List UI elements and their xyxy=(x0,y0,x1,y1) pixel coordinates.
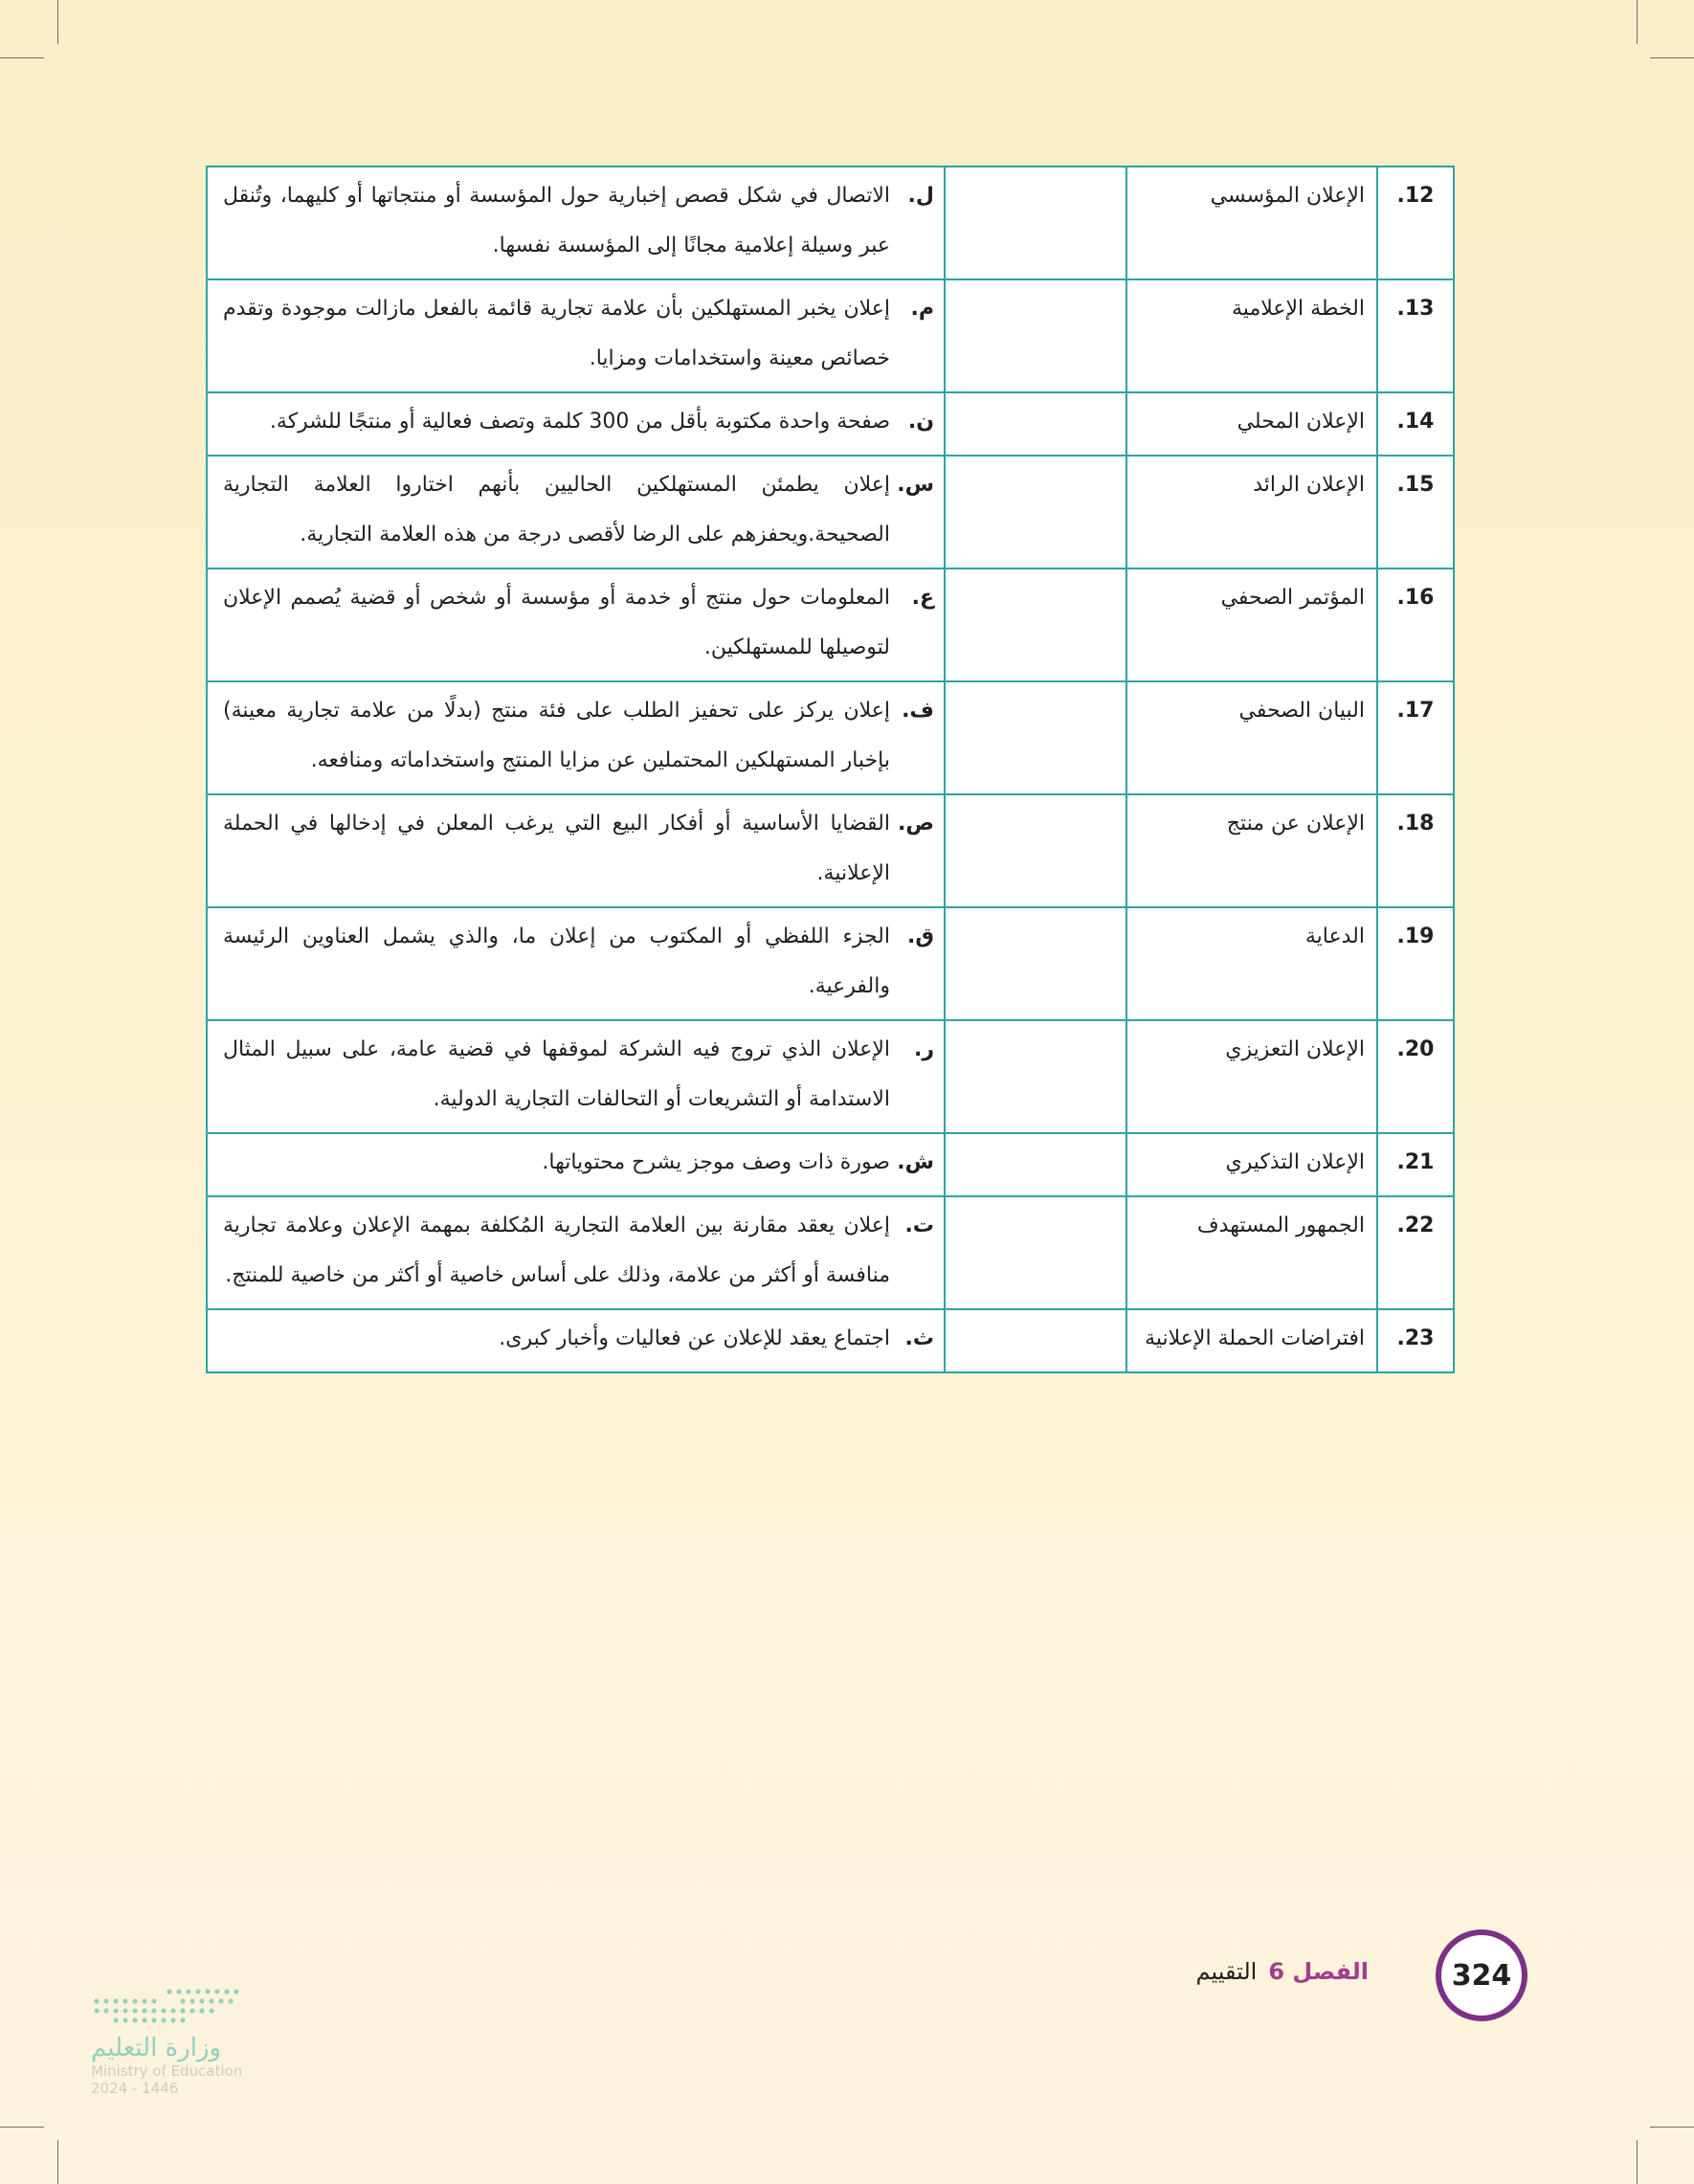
term-cell: الدعاية xyxy=(1126,907,1377,1020)
table-row xyxy=(207,1020,1454,1133)
definition-cell xyxy=(207,279,945,392)
crop-mark xyxy=(0,2127,44,2128)
definition-text: إعلان يطمئن المستهلكين الحاليين بأنهم اختاروا العلامة التجارية الصحيحة.ويحفزهم على الرضا لأقصى درجة من هذه العلامة التجارية. xyxy=(223,473,890,546)
answer-blank-cell[interactable] xyxy=(945,1309,1126,1372)
definition-text: صفحة واحدة مكتوبة بأقل من 300 كلمة وتصف فعالية أو منتجًا للشركة. xyxy=(269,410,890,434)
row-number: 19. xyxy=(1377,907,1454,1020)
answer-blank-cell[interactable] xyxy=(945,681,1126,794)
table-row xyxy=(207,1133,1454,1196)
definition-cell xyxy=(207,568,945,681)
answer-blank-cell[interactable] xyxy=(945,1133,1126,1196)
definition-text: القضايا الأساسية أو أفكار البيع التي يرغب المعلن في إدخالها في الحملة الإعلانية. xyxy=(223,812,890,885)
table-row xyxy=(207,1309,1454,1372)
page-number: 324 xyxy=(1451,1958,1512,1993)
term-cell: الإعلان المؤسسي xyxy=(1126,167,1377,279)
matching-table-container xyxy=(206,166,1455,1373)
table-row xyxy=(207,279,1454,392)
definition-text: صورة ذات وصف موجز يشرح محتوياتها. xyxy=(542,1150,890,1174)
term-cell: افتراضات الحملة الإعلانية xyxy=(1126,1309,1377,1372)
definition-letter: ش. xyxy=(897,1150,934,1174)
row-number: 17. xyxy=(1377,681,1454,794)
chapter-label: الفصل 6 xyxy=(1268,1958,1369,1985)
term-cell: الخطة الإعلامية xyxy=(1126,279,1377,392)
row-number: 14. xyxy=(1377,392,1454,456)
answer-blank-cell[interactable] xyxy=(945,167,1126,279)
definition-cell xyxy=(207,392,945,456)
row-number: 13. xyxy=(1377,279,1454,392)
table-row xyxy=(207,568,1454,681)
definition-cell xyxy=(207,907,945,1020)
definition-cell xyxy=(207,681,945,794)
definition-letter: ن. xyxy=(907,410,934,434)
definition-text: المعلومات حول منتج أو خدمة أو مؤسسة أو شخص أو قضية يُصمم الإعلان لتوصيلها للمستهلكين. xyxy=(223,586,890,659)
definition-text: الإعلان الذي تروج فيه الشركة لموقفها في قضية عامة، على سبيل المثال الاستدامة أو التشريعات أو التحالفات التجارية الدولية. xyxy=(223,1037,890,1111)
definition-text: إعلان يعقد مقارنة بين العلامة التجارية المُكلفة بمهمة الإعلان وعلامة تجارية منافسة أو أكثر من علامة، وذلك على أساس خاصية أو أكثر من خاصية للمنتج. xyxy=(223,1214,890,1287)
definition-letter: ل. xyxy=(907,184,934,208)
ministry-dots-icon xyxy=(91,1986,244,2030)
crop-mark xyxy=(1650,2127,1694,2128)
page-number-badge xyxy=(1436,1929,1527,2021)
row-number: 16. xyxy=(1377,568,1454,681)
definition-letter: م. xyxy=(910,297,934,321)
answer-blank-cell[interactable] xyxy=(945,794,1126,907)
definition-cell xyxy=(207,456,945,568)
term-cell: المؤتمر الصحفي xyxy=(1126,568,1377,681)
ministry-year: 2024 - 1446 xyxy=(91,2080,179,2097)
definition-letter: س. xyxy=(897,473,934,497)
answer-blank-cell[interactable] xyxy=(945,1196,1126,1309)
row-number: 23. xyxy=(1377,1309,1454,1372)
definition-cell xyxy=(207,167,945,279)
crop-mark xyxy=(1637,0,1638,44)
table-row xyxy=(207,907,1454,1020)
ministry-name-en: Ministry of Education xyxy=(91,2062,243,2080)
row-number: 12. xyxy=(1377,167,1454,279)
definition-text: الجزء اللفظي أو المكتوب من إعلان ما، والذي يشمل العناوين الرئيسة والفرعية. xyxy=(223,925,890,998)
table-row xyxy=(207,392,1454,456)
term-cell: الإعلان الرائد xyxy=(1126,456,1377,568)
matching-table xyxy=(206,166,1455,1373)
term-cell: الإعلان التعزيزي xyxy=(1126,1020,1377,1133)
definition-text: اجتماع يعقد للإعلان عن فعاليات وأخبار كبرى. xyxy=(499,1326,890,1350)
table-row xyxy=(207,794,1454,907)
definition-text: إعلان يخبر المستهلكين بأن علامة تجارية قائمة بالفعل مازالت موجودة وتقدم خصائص معينة واستخدامات ومزايا. xyxy=(223,297,890,370)
answer-blank-cell[interactable] xyxy=(945,907,1126,1020)
term-cell: الجمهور المستهدف xyxy=(1126,1196,1377,1309)
answer-blank-cell[interactable] xyxy=(945,568,1126,681)
table-row xyxy=(207,456,1454,568)
row-number: 22. xyxy=(1377,1196,1454,1309)
definition-cell xyxy=(207,1309,945,1372)
definition-cell xyxy=(207,794,945,907)
answer-blank-cell[interactable] xyxy=(945,279,1126,392)
footer-chapter-info xyxy=(919,1958,1369,1985)
definition-cell xyxy=(207,1196,945,1309)
ministry-logo xyxy=(91,1986,321,2097)
definition-letter: ت. xyxy=(904,1214,934,1237)
crop-mark xyxy=(1650,57,1694,58)
definition-letter: ق. xyxy=(906,925,934,948)
definition-text: إعلان يركز على تحفيز الطلب على فئة منتج (بدلًا من علامة تجارية معينة) بإخبار المستهلكين المحتملين عن مزايا المنتج واستخداماته ومنافعه. xyxy=(223,699,890,772)
term-cell: الإعلان التذكيري xyxy=(1126,1133,1377,1196)
crop-mark xyxy=(1637,2140,1638,2184)
definition-letter: ف. xyxy=(902,699,934,723)
answer-blank-cell[interactable] xyxy=(945,392,1126,456)
crop-mark xyxy=(0,57,44,58)
definition-letter: ر. xyxy=(913,1037,934,1061)
term-cell: البيان الصحفي xyxy=(1126,681,1377,794)
table-row xyxy=(207,167,1454,279)
row-number: 21. xyxy=(1377,1133,1454,1196)
definition-text: الاتصال في شكل قصص إخبارية حول المؤسسة أو منتجاتها أو كليهما، وتُنقل عبر وسيلة إعلامية مجانًا إلى المؤسسة نفسها. xyxy=(223,184,890,257)
table-row xyxy=(207,1196,1454,1309)
definition-cell xyxy=(207,1020,945,1133)
definition-cell xyxy=(207,1133,945,1196)
answer-blank-cell[interactable] xyxy=(945,456,1126,568)
row-number: 20. xyxy=(1377,1020,1454,1133)
row-number: 15. xyxy=(1377,456,1454,568)
term-cell: الإعلان المحلي xyxy=(1126,392,1377,456)
table-row xyxy=(207,681,1454,794)
definition-letter: ع. xyxy=(911,586,934,610)
crop-mark xyxy=(57,2140,58,2184)
crop-mark xyxy=(57,0,58,44)
term-cell: الإعلان عن منتج xyxy=(1126,794,1377,907)
answer-blank-cell[interactable] xyxy=(945,1020,1126,1133)
section-label: التقييم xyxy=(1195,1958,1258,1985)
definition-letter: ص. xyxy=(898,812,934,836)
definition-letter: ث. xyxy=(904,1326,934,1350)
row-number: 18. xyxy=(1377,794,1454,907)
ministry-name-ar: وزارة التعليم xyxy=(91,2034,222,2062)
